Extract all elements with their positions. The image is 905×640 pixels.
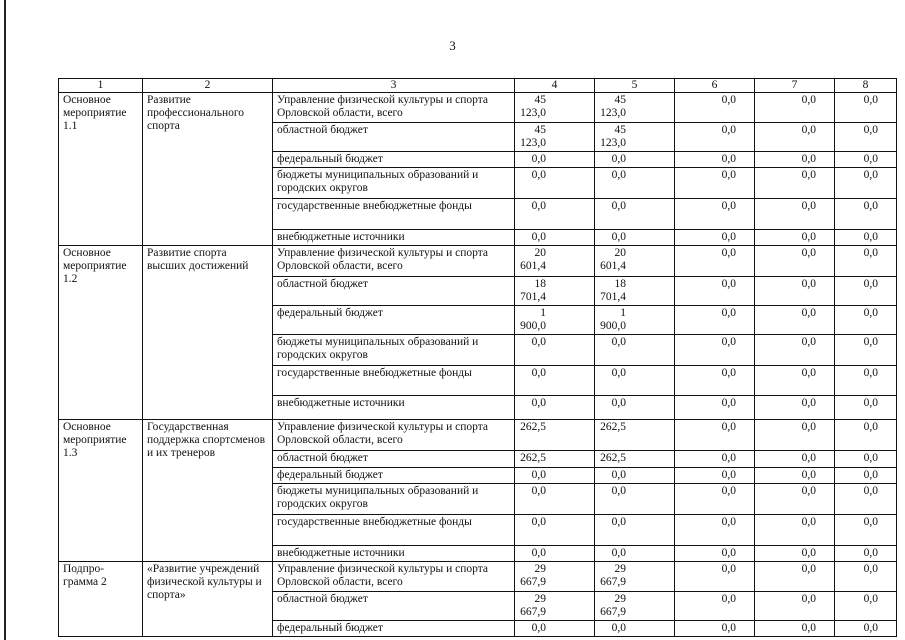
amount-cell: 29 667,9 [515,562,595,592]
table-row [59,93,897,123]
activity-name-cell: Развитие профессионального спорта [143,93,273,246]
column-header: 3 [273,79,515,93]
amount-cell: 0,0 [835,546,897,562]
activity-name-cell: Государственная поддержка спортсменов и их тренеров [143,420,273,562]
amount-cell: 0,0 [755,484,835,515]
amount-cell: 0,0 [675,515,755,546]
amount-cell: 0,0 [515,621,595,637]
amount-cell: 0,0 [675,468,755,484]
amount-cell: 0,0 [515,335,595,366]
amount-cell: 29 667,9 [595,592,675,621]
amount-cell: 0,0 [675,168,755,199]
amount-cell: 0,0 [755,123,835,152]
amount-cell: 0,0 [675,546,755,562]
funding-source-cell: федеральный бюджет [273,468,515,484]
amount-cell: 0,0 [835,306,897,335]
amount-cell: 0,0 [675,230,755,246]
activity-code-cell: Основное мероприятие 1.1 [59,93,143,246]
amount-cell: 0,0 [675,621,755,637]
amount-cell: 0,0 [515,230,595,246]
amount-cell: 0,0 [755,366,835,396]
left-margin-rule [4,0,6,640]
amount-cell: 0,0 [675,484,755,515]
amount-cell: 0,0 [755,93,835,123]
amount-cell: 20 601,4 [595,246,675,277]
amount-cell: 0,0 [835,335,897,366]
amount-cell: 0,0 [835,366,897,396]
amount-cell: 0,0 [515,515,595,546]
funding-source-cell: областной бюджет [273,592,515,621]
amount-cell: 0,0 [835,152,897,168]
table-row [59,562,897,592]
amount-cell: 0,0 [835,562,897,592]
amount-cell: 18 701,4 [595,277,675,306]
amount-cell: 0,0 [755,306,835,335]
amount-cell: 0,0 [515,546,595,562]
budget-table [58,78,897,637]
amount-cell: 0,0 [835,420,897,451]
activity-name-cell: Развитие спорта высших достижений [143,246,273,420]
funding-source-cell: государственные внебюджетные фонды [273,199,515,230]
amount-cell: 0,0 [835,515,897,546]
amount-cell: 45 123,0 [595,123,675,152]
funding-source-cell: внебюджетные источники [273,546,515,562]
amount-cell: 0,0 [595,168,675,199]
funding-source-cell: бюджеты муниципальных образований и городских округов [273,168,515,199]
amount-cell: 0,0 [835,93,897,123]
column-header: 1 [59,79,143,93]
amount-cell: 262,5 [515,420,595,451]
amount-cell: 0,0 [675,396,755,420]
amount-cell: 45 123,0 [515,93,595,123]
amount-cell: 262,5 [595,420,675,451]
amount-cell: 0,0 [675,277,755,306]
amount-cell: 0,0 [755,230,835,246]
amount-cell: 0,0 [595,515,675,546]
activity-name-cell: «Развитие учреждений физической культуры и спорта» [143,562,273,637]
amount-cell: 29 667,9 [595,562,675,592]
amount-cell: 0,0 [675,93,755,123]
amount-cell: 0,0 [515,168,595,199]
amount-cell: 0,0 [595,396,675,420]
funding-source-cell: федеральный бюджет [273,621,515,637]
amount-cell: 0,0 [835,246,897,277]
funding-source-cell: внебюджетные источники [273,230,515,246]
amount-cell: 0,0 [595,621,675,637]
amount-cell: 1 900,0 [595,306,675,335]
amount-cell: 262,5 [515,451,595,468]
activity-code-cell: Основное мероприятие 1.2 [59,246,143,420]
amount-cell: 0,0 [515,366,595,396]
amount-cell: 0,0 [835,621,897,637]
amount-cell: 45 123,0 [515,123,595,152]
amount-cell: 0,0 [675,366,755,396]
amount-cell: 0,0 [835,230,897,246]
amount-cell: 0,0 [515,484,595,515]
amount-cell: 0,0 [755,621,835,637]
amount-cell: 0,0 [675,335,755,366]
funding-source-cell: областной бюджет [273,277,515,306]
funding-source-cell: государственные внебюджетные фонды [273,515,515,546]
amount-cell: 0,0 [675,152,755,168]
amount-cell: 0,0 [675,306,755,335]
amount-cell: 0,0 [675,199,755,230]
amount-cell: 0,0 [595,546,675,562]
amount-cell: 0,0 [755,546,835,562]
column-header: 6 [675,79,755,93]
amount-cell: 0,0 [595,484,675,515]
column-header: 7 [755,79,835,93]
table-row [59,246,897,277]
amount-cell: 18 701,4 [515,277,595,306]
amount-cell: 0,0 [675,246,755,277]
amount-cell: 0,0 [755,592,835,621]
funding-source-cell: областной бюджет [273,123,515,152]
amount-cell: 0,0 [835,396,897,420]
amount-cell: 0,0 [755,246,835,277]
amount-cell: 1 900,0 [515,306,595,335]
amount-cell: 0,0 [755,562,835,592]
amount-cell: 0,0 [755,199,835,230]
amount-cell: 0,0 [675,123,755,152]
amount-cell: 0,0 [595,230,675,246]
column-header: 5 [595,79,675,93]
amount-cell: 0,0 [515,468,595,484]
amount-cell: 0,0 [675,420,755,451]
column-header: 2 [143,79,273,93]
amount-cell: 0,0 [835,168,897,199]
funding-source-cell: Управление физической культуры и спорта Орловской области, всего [273,93,515,123]
funding-source-cell: государственные внебюджетные фонды [273,366,515,396]
header-row [59,79,897,93]
amount-cell: 0,0 [755,451,835,468]
amount-cell: 0,0 [755,420,835,451]
page-number: 3 [449,38,456,53]
amount-cell: 0,0 [835,199,897,230]
amount-cell: 0,0 [835,123,897,152]
amount-cell: 0,0 [595,366,675,396]
amount-cell: 0,0 [835,277,897,306]
amount-cell: 0,0 [595,468,675,484]
amount-cell: 0,0 [755,468,835,484]
amount-cell: 0,0 [675,592,755,621]
amount-cell: 0,0 [835,468,897,484]
amount-cell: 0,0 [755,277,835,306]
funding-source-cell: федеральный бюджет [273,152,515,168]
funding-source-cell: бюджеты муниципальных образований и городских округов [273,335,515,366]
amount-cell: 0,0 [755,335,835,366]
amount-cell: 262,5 [595,451,675,468]
column-header: 4 [515,79,595,93]
activity-code-cell: Подпро-грамма 2 [59,562,143,637]
amount-cell: 0,0 [835,592,897,621]
amount-cell: 0,0 [515,396,595,420]
amount-cell: 0,0 [755,168,835,199]
amount-cell: 0,0 [595,335,675,366]
amount-cell: 0,0 [515,152,595,168]
amount-cell: 0,0 [835,451,897,468]
amount-cell: 0,0 [755,152,835,168]
amount-cell: 0,0 [755,396,835,420]
amount-cell: 0,0 [595,199,675,230]
amount-cell: 45 123,0 [595,93,675,123]
funding-source-cell: Управление физической культуры и спорта Орловской области, всего [273,562,515,592]
amount-cell: 29 667,9 [515,592,595,621]
funding-source-cell: внебюджетные источники [273,396,515,420]
amount-cell: 0,0 [515,199,595,230]
activity-code-cell: Основное мероприятие 1.3 [59,420,143,562]
amount-cell: 0,0 [595,152,675,168]
funding-source-cell: Управление физической культуры и спорта Орловской области, всего [273,246,515,277]
amount-cell: 0,0 [835,484,897,515]
funding-source-cell: Управление физической культуры и спорта Орловской области, всего [273,420,515,451]
table-row [59,420,897,451]
amount-cell: 0,0 [675,451,755,468]
amount-cell: 0,0 [755,515,835,546]
amount-cell: 20 601,4 [515,246,595,277]
funding-source-cell: федеральный бюджет [273,306,515,335]
funding-source-cell: областной бюджет [273,451,515,468]
funding-source-cell: бюджеты муниципальных образований и городских округов [273,484,515,515]
amount-cell: 0,0 [675,562,755,592]
column-header: 8 [835,79,897,93]
